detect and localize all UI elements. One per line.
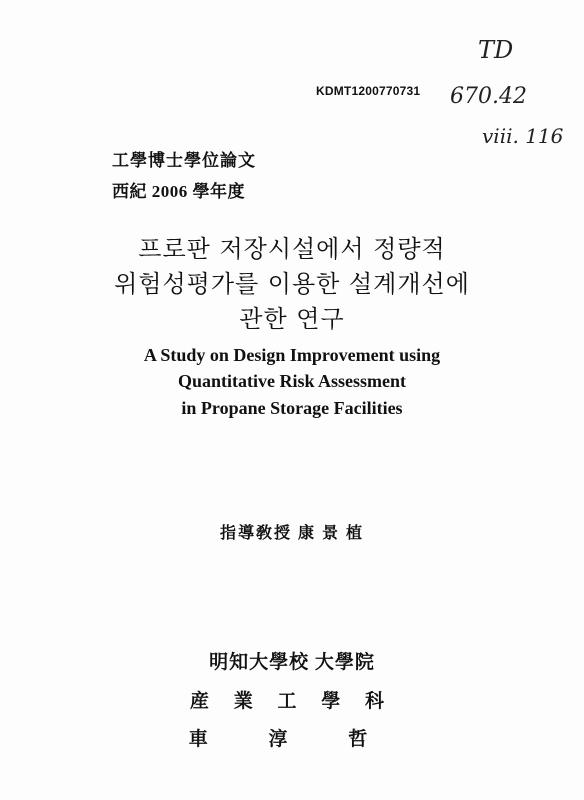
- author-name: 車 淳 哲: [188, 729, 396, 750]
- korean-title-line-3: 관한 연구: [239, 305, 345, 333]
- handwritten-class-number: 670.42: [450, 84, 527, 109]
- korean-title-line-1: 프로판 저장시설에서 정량적: [138, 235, 446, 263]
- department-name: 産 業 工 學 科: [189, 691, 394, 712]
- university-name: 明知大學校 大學院: [209, 652, 375, 673]
- academic-year: 西紀 2006 學年度: [112, 182, 245, 201]
- english-title-line-2: Quantitative Risk Assessment: [177, 371, 406, 391]
- english-title-line-3: in Propane Storage Facilities: [181, 398, 403, 418]
- handwritten-mark: TD: [478, 36, 514, 64]
- document-code: KDMT1200770731: [316, 84, 421, 98]
- handwritten-volume: viii. 116: [482, 124, 564, 148]
- degree-type: 工學博士學位論文: [112, 151, 256, 170]
- advisor: 指導敎授 康 景 植: [219, 525, 364, 542]
- korean-title-line-2: 위험성평가를 이용한 설계개선에: [114, 270, 470, 298]
- english-title-line-1: A Study on Design Improvement using: [143, 345, 441, 365]
